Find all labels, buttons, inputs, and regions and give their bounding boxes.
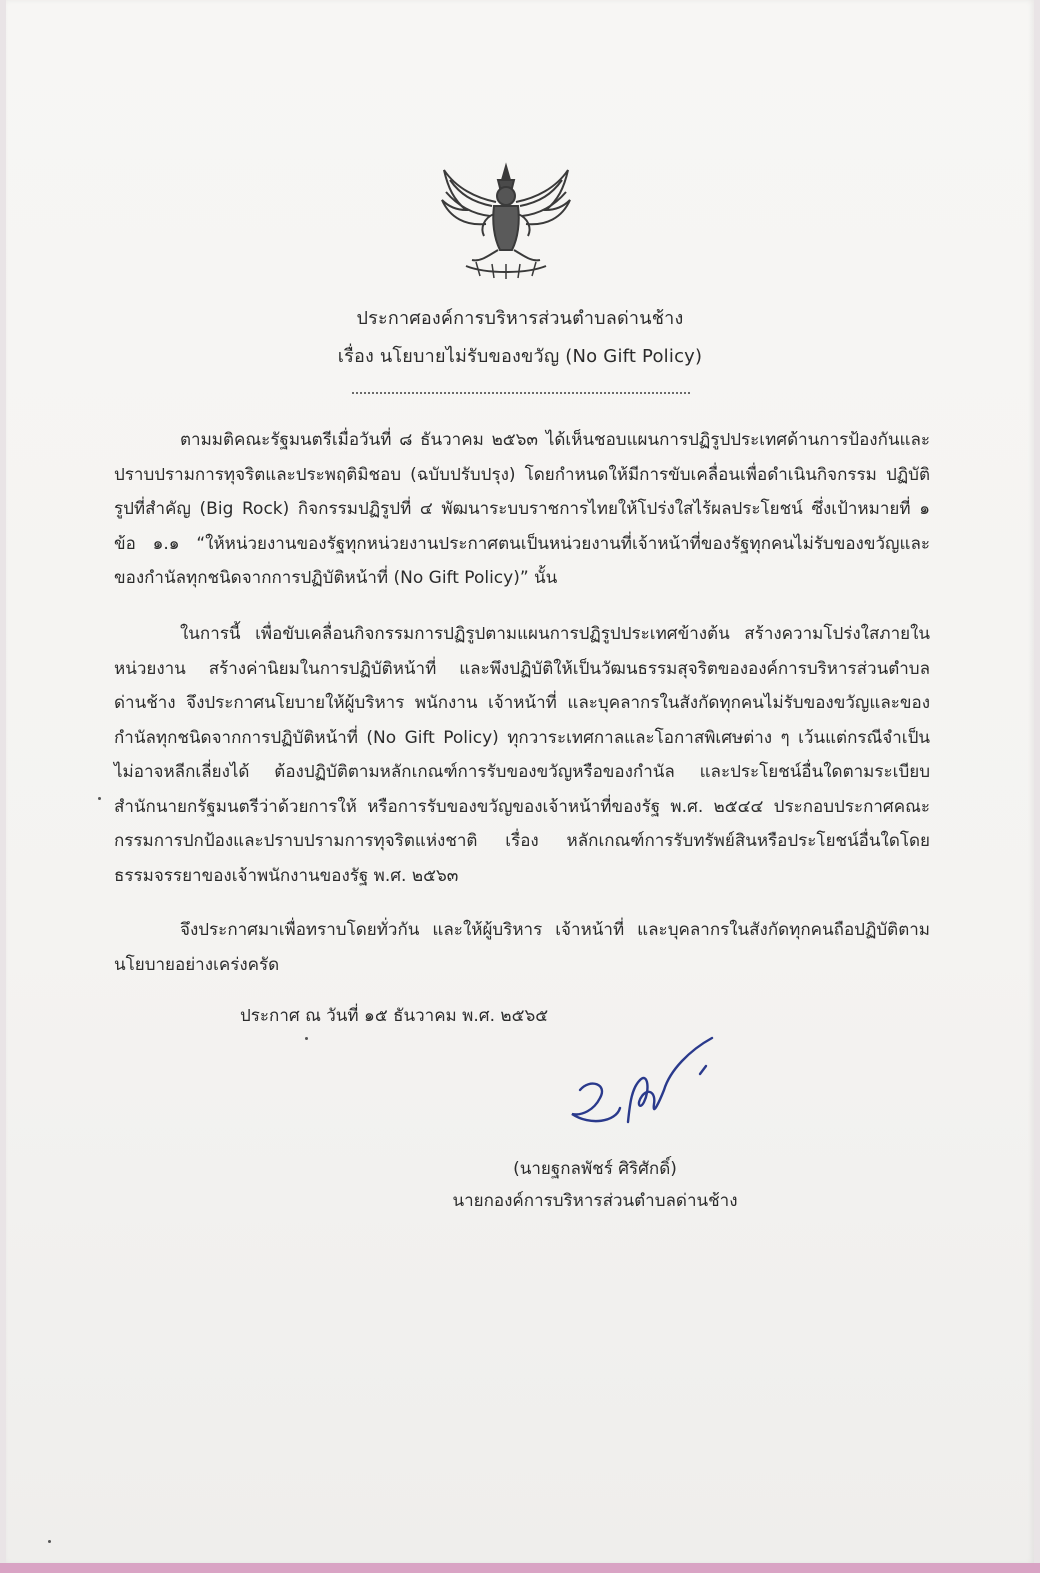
signer-name: (นายฐกลพัชร์ ศิริศักดิ์) [513,1159,677,1179]
background-surface [0,1563,1040,1573]
body-paragraph-2: ในการนี้ เพื่อขับเคลื่อนกิจกรรมการปฏิรูปตามแผนการปฏิรูปประเทศข้างต้น สร้างความโปร่งใสภายใน หน่วยงาน สร้างค่านิยมในการปฏิบัติหน้าที่ และพึงปฏิบัติให้เป็นวัฒนธรรมสุจริตขององค์การบริหารส่วนตำบลด่านช้าง จึงประกาศนโยบายให้ผู้บริหาร พนักงาน เจ้าหน้าที่ และบุคลากรในสังกัดทุกคนไม่รับของขวัญและของกำนัลทุกชนิดจากการปฏิบัติหน้าที่ (No Gift Policy) ทุกวาระเทศกาลและโอกาสพิเศษต่าง ๆ เว้นแต่กรณีจำเป็นไม่อาจหลีกเลี่ยงได้ ต้องปฏิบัติตามหลักเกณฑ์การรับของขวัญหรือของกำนัล และประโยชน์อื่นใดตามระเบียบสำนักนายกรัฐมนตรีว่าด้วยการให้ หรือการรับของขวัญของเจ้าหน้าที่ของรัฐ พ.ศ. ๒๕๔๔ ประกอบประกาศคณะกรรมการปกป้องและปราบปรามการทุจริตแห่งชาติ เรื่อง หลักเกณฑ์การรับทรัพย์สินหรือประโยชน์อื่นใดโดยธรรมจรรยาของเจ้าพนักงานของรัฐ พ.ศ. ๒๕๖๓ [114,624,930,886]
body-paragraph-3: จึงประกาศมาเพื่อทราบโดยทั่วกัน และให้ผู้บริหาร เจ้าหน้าที่ และบุคลากรในสังกัดทุกคนถือปฏิบัติตามนโยบายอย่างเคร่งครัด [114,920,930,975]
announcement-subject: เรื่อง นโยบายไม่รับของขวัญ (No Gift Policy) [337,346,703,367]
dotted-divider [352,392,690,394]
paper-speck [98,797,101,800]
paper-speck [48,1540,51,1543]
signer-title: นายกองค์การบริหารส่วนตำบลด่านช้าง [452,1191,738,1211]
paper-speck [305,1037,308,1040]
garuda-emblem-icon [436,158,576,280]
announcement-issuer: ประกาศองค์การบริหารส่วนตำบลด่านช้าง [356,308,684,329]
body-paragraph-1: ตามมติคณะรัฐมนตรีเมื่อวันที่ ๘ ธันวาคม ๒๕๖๓ ได้เห็นชอบแผนการปฏิรูปประเทศด้านการป้องกันและปราบปรามการทุจริตและประพฤติมิชอบ (ฉบับปรับปรุง) โดยกำหนดให้มีการขับเคลื่อนเพื่อดำเนินกิจกรรม ปฏิบัติรูปที่สำคัญ (Big Rock) กิจกรรมปฏิรูปที่ ๔ พัฒนาระบบราชการไทยให้โปร่งใสไร้ผลประโยชน์ ซึ่งเป้าหมายที่ ๑ ข้อ ๑.๑ “ให้หน่วยงานของรัฐทุกหน่วยงานประกาศตนเป็นหน่วยงานที่เจ้าหน้าที่ของรัฐทุกคนไม่รับของขวัญและของกำนัลทุกชนิดจากการปฏิบัติหน้าที่ (No Gift Policy)” นั้น [114,430,930,588]
announcement-date: ประกาศ ณ วันที่ ๑๕ ธันวาคม พ.ศ. ๒๕๖๕ [240,1006,549,1026]
signature-icon [560,1030,730,1145]
